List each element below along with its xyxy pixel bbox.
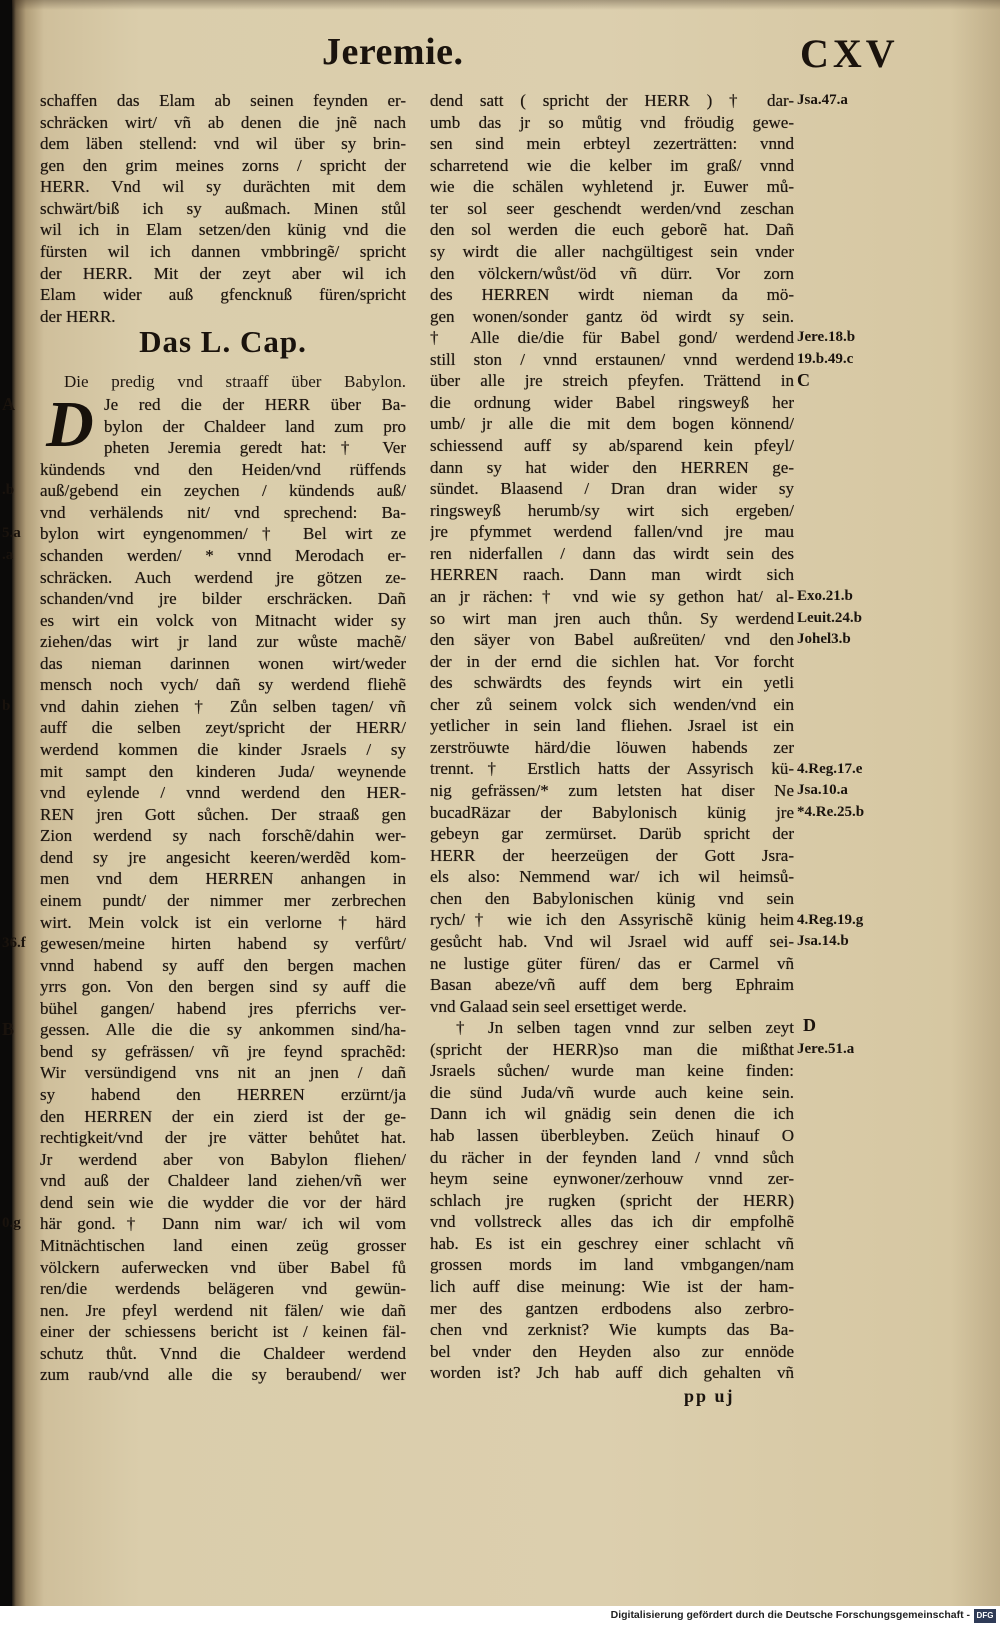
left-column-line: Mitnächtischen land einen zeüg grosser xyxy=(40,1235,406,1255)
right-column-line: chen den Babylonischen künig vnd sein xyxy=(430,888,794,908)
left-column-line: zum raub/vnd alle die sy beraubend/ wer xyxy=(40,1365,406,1385)
right-column-line: gebeyn gar zermürset. Darüb spricht der xyxy=(430,824,794,844)
right-column-line: Jsraels sůchen/ wurde man keine finden: xyxy=(430,1061,794,1081)
right-column-line: du rächer in der feynden land / vnnd sůch xyxy=(430,1147,794,1167)
left-column-line: völckern auferwecken vnd über Babel fů xyxy=(40,1257,406,1277)
left-column-line: einer der schiessens bericht ist / keinen fäl- xyxy=(40,1322,406,1342)
left-column-line: auff die selben zeyt/spricht der HERR/ xyxy=(40,718,406,738)
right-column-line: Dann ich wil gnädig sein denen die ich xyxy=(430,1104,794,1124)
right-column-line: gen wonen/sonder gantz öd wirdt sy sein. xyxy=(430,306,794,326)
right-column-line: grossen mords im land vmbgangen/nam xyxy=(430,1255,794,1275)
left-column-line: vnd verhälends nit/ vnd sprechend: Ba- xyxy=(40,502,406,522)
right-column-line: heym seine eynwoner/zerhouw vnnd zer- xyxy=(430,1169,794,1189)
right-column-line: schiessend auff sy ab/sparend kein pfeyl/ xyxy=(430,436,794,455)
left-column-line: mit sampt den kinderen Juda/ weynende xyxy=(40,761,406,781)
right-column-line: ne lustige güter füren/ das er Carmel vñ xyxy=(430,953,794,973)
margin-reference: Jere.51.a xyxy=(797,1041,855,1057)
right-column-line: hab. Es ist ein geschrey einer schlacht vñ xyxy=(430,1233,794,1253)
dfg-logo: DFG xyxy=(974,1609,996,1623)
right-column-line: über alle jre streich pfeyfen. Trättend in xyxy=(430,371,794,391)
left-column-line: Elam wider auß gfencknuß füren/spricht xyxy=(40,285,406,305)
right-column-line: † Alle die/die für Babel gond/ werdend xyxy=(430,328,794,348)
left-column-line: dend sein wie die wydder die vor der härd xyxy=(40,1192,406,1212)
left-column-line: den HERREN der ein zierd ist der ge- xyxy=(40,1106,406,1126)
left-column-line: wirt. Mein volck ist ein verlorne † härd xyxy=(40,912,406,932)
right-column-line: dann sy hat wider den HERREN ge- xyxy=(430,457,794,477)
right-column-line: des HERREN wirdt nieman da mö- xyxy=(430,285,794,305)
right-column-line: vnd vollstreck alles das ich dir empfolhẽ xyxy=(430,1212,794,1232)
margin-reference: Jsa.47.a xyxy=(797,92,848,108)
margin-reference: *4.Re.25.b xyxy=(797,804,865,820)
right-column-line: dend satt ( spricht der HERR ) † dar- xyxy=(430,91,794,110)
right-column-line: † Jn selben tagen vnnd zur selben zeyt xyxy=(456,1018,794,1038)
left-column-line: bend sy gefrässen/ vñ jre feynd sprachẽd: xyxy=(40,1041,406,1061)
folio-number: CXV xyxy=(800,31,899,76)
right-column-line: yetlicher in sein land fliehen. Jsrael ist ein xyxy=(430,716,794,736)
left-column-line: schanden werden/ * vnnd Merodach er- xyxy=(40,545,406,565)
right-column-line: ter sol seer geschendt werden/vnd zeschan xyxy=(430,198,794,218)
right-column-line: sy wirdt die aller nachgültigest sein vnder xyxy=(430,241,794,261)
margin-reference: Jere.18.b xyxy=(797,329,856,345)
left-column-line: vnd dahin ziehen † Zůn selben tagen/ vñ xyxy=(40,696,406,716)
right-column-line: mer des gantzen erdbodens also zerbro- xyxy=(430,1298,794,1318)
margin-section-letter: A xyxy=(2,394,15,414)
right-column-line: wie die schälen wyhletend jr. Euwer mů- xyxy=(430,177,794,197)
left-column-line: REN jren Gott sůchen. Der straaß gen xyxy=(40,804,406,824)
right-column-line: ringsweyß herumb/sy wirt sich ergeben/ xyxy=(430,500,794,520)
funding-notice: Digitalisierung gefördert durch die Deutsche Forschungsgemeinschaft - xyxy=(610,1609,970,1621)
margin-reference: Johel3.b xyxy=(797,631,851,647)
left-column-line: HERR. Vnd wil sy durächten mit dem xyxy=(40,177,406,197)
right-column-line: vnd Galaad sein seel ersettiget werde. xyxy=(430,996,687,1016)
right-column-line: HERREN raach. Dann man wirdt sich xyxy=(430,565,794,585)
left-column-line: bühel gangen/ habend jres pferrichs ver- xyxy=(40,998,406,1018)
right-column-line: nig gefrässen/* zum letsten hat diser Ne xyxy=(430,781,794,800)
left-column-line: fürsten wil ich dannen vmbbringẽ/ spricht xyxy=(40,241,406,261)
left-column-line: schutz thůt. Vnnd die Chaldeer werdend xyxy=(40,1343,406,1363)
margin-reference: Exo.21.b xyxy=(797,588,853,604)
left-column-line: auß/gebend ein zeychen / kündends auß/ xyxy=(40,481,406,501)
left-column-line: ren/die werdends belägeren vnd gewün- xyxy=(40,1279,406,1299)
drop-initial: D xyxy=(46,388,94,461)
left-column-line: mensch noch vych/ dañ sy werdend fliehẽ xyxy=(40,675,406,695)
left-column-line: kündends vnd den Heiden/vnd rüffends xyxy=(40,459,406,479)
margin-reference: 4.Reg.17.e xyxy=(797,761,863,777)
chapter-summary: Die predig vnd straaff über Babylon. xyxy=(64,372,406,391)
left-column-line: dend sy jre angesicht keeren/werdẽd kom- xyxy=(40,847,406,867)
running-title: Jeremie. xyxy=(322,31,464,73)
right-column-line: hab lassen überbleyben. Zeüch hinauf O xyxy=(430,1126,794,1145)
left-column-line: här gond.† Dann nim war/ ich wil vom xyxy=(40,1214,406,1234)
right-column-line: sen sind mein erbteyl zezerträtten: vnnd xyxy=(430,134,794,154)
left-column-line: rechtigkeit/vnd der jre vätter behůtet hat. xyxy=(40,1128,406,1148)
right-column-line: den sol werden die euch geborẽ hat. Dañ xyxy=(430,220,794,240)
left-column-line: sy habend den HERREN erzürnt/ja xyxy=(40,1085,406,1104)
signature-mark: pp uj xyxy=(684,1386,735,1406)
left-column-line: nen. Jre pfeyl werdend nit fälen/ wie dañ xyxy=(40,1300,406,1320)
right-column-line: an jr rächen:† vnd wie sy gethon hat/ al- xyxy=(430,586,794,606)
right-column-line: Basan abeze/vñ auff dem berg Ephraim xyxy=(430,975,794,995)
right-column-line: die sünd Juda/vñ wurde auch keine sein. xyxy=(430,1082,794,1102)
right-column-line: der in der ernd die sichlen hat. Vor forcht xyxy=(430,651,794,671)
left-column-line: einem pundt/ der nimmer mer zerbrechen xyxy=(40,890,406,910)
left-column-line: vnnd habend sy auff den bergen machen xyxy=(40,955,406,975)
left-column-line: vnd eylende / vnnd werdend den HER- xyxy=(40,783,406,803)
left-column-line: Zion werdend sy nach forschẽ/dahin wer- xyxy=(40,826,406,846)
right-column-line: die ordnung wider Babel ringsweyß her xyxy=(430,392,794,412)
left-column-line: wil ich in Elam setzen/den künig vnd die xyxy=(40,220,406,240)
left-column-line: schräcken. Auch werdend jre götzen ze- xyxy=(40,567,406,587)
right-column-line: gesůcht hab. Vnd wil Jsrael wid auff sei- xyxy=(430,931,794,951)
right-column-line: schlach jre rugken (spricht der HERR) xyxy=(430,1190,794,1210)
left-column-line: schräcken wirt/ vñ ab denen die jnẽ nach xyxy=(40,112,406,132)
right-column-line: zerströuwte härd/die löuwen habends zer xyxy=(430,737,794,757)
right-column-line: den säyer von Babel außreüten/ vnd den xyxy=(430,630,794,650)
right-column-line: so wirt man jren auch thůn. Sy werdend xyxy=(430,608,794,628)
left-column-line: bylon der Chaldeer land zum pro xyxy=(104,416,406,436)
right-column-line: des schwärdts des feynds wirt ein yetli xyxy=(430,673,794,693)
right-column-line: den völckern/wůst/öd vñ dürr. Vor zorn xyxy=(430,263,794,283)
margin-reference: Jsa.14.b xyxy=(797,933,849,949)
chapter-heading: Das L. Cap. xyxy=(139,324,307,359)
left-column-line: bylon wirt eyngenommen/† Bel wirt ze xyxy=(40,524,406,544)
margin-reference: .a xyxy=(2,547,14,563)
margin-reference: b xyxy=(2,698,11,714)
right-column-line: umb das jr so můtig vnd fröudig gewe- xyxy=(430,112,794,132)
left-column-line: ziehen/das wirt jr land zur wůste machẽ/ xyxy=(40,632,406,652)
left-column-line: Jr werdend aber von Babylon fliehen/ xyxy=(40,1149,406,1169)
right-column-line: HERR der heerzeügen der Gott Jsra- xyxy=(430,845,794,865)
left-column-line: gewesen/meine hirten habend sy verfůrt/ xyxy=(40,934,406,954)
right-column-line: scharretend wie die kelber im graß/ vnnd xyxy=(430,155,794,175)
right-column-line: lich auff dise meinung: Wie ist der ham- xyxy=(430,1276,794,1296)
right-column-line: bucadRäzar der Babylonisch künig jre xyxy=(430,802,794,822)
margin-reference: Jsa.10.a xyxy=(797,782,848,798)
left-column-line: schaffen das Elam ab seinen feynden er- xyxy=(40,91,406,110)
left-column-line: werdend kommen die kinder Jsraels / sy xyxy=(40,740,406,759)
right-column-line: trennt.† Erstlich hatts der Assyrisch kü- xyxy=(430,759,794,779)
left-column-line: schwärt/biß ich sy außmach. Minen stůl xyxy=(40,198,406,218)
margin-reference: 0.g xyxy=(2,1215,21,1231)
right-column-line: jre pfymmet werdend fallen/vnd jre mau xyxy=(430,522,794,542)
right-column-line: worden ist? Jch hab auff dich gehalten vñ xyxy=(430,1363,794,1383)
margin-section-letter: B xyxy=(2,1019,15,1039)
right-column-line: chen vnd zerknist? Wie kumpts das Ba- xyxy=(430,1320,794,1340)
left-column-line: gen den grim meines zorns / spricht der xyxy=(40,155,406,175)
left-column-line: das nieman darinnen wonen wirt/weder xyxy=(40,653,406,673)
right-column-line: umb/ jr alle die mit dem bogen könnend/ xyxy=(430,414,794,434)
right-column-line: els also: Nemmend war/ ich wil heimsů- xyxy=(430,867,794,887)
margin-reference: Leuit.24.b xyxy=(797,610,863,626)
left-column-line: es wirt ein volck von Mitnacht wider sy xyxy=(40,610,406,630)
left-column-line: vnd auß der Chaldeer land ziehen/vñ wer xyxy=(40,1171,406,1191)
margin-reference: 19.b.49.c xyxy=(797,351,854,367)
margin-section-letter: C xyxy=(797,370,810,390)
right-column-line: (spricht der HERR)so man die mißthat xyxy=(430,1039,794,1059)
right-column-line: ren niderfallen / dann das wirdt sein des xyxy=(430,543,794,563)
margin-reference: .b xyxy=(2,482,15,498)
left-column-line: Wir versündigend vns nit an jnen / dañ xyxy=(40,1063,406,1083)
left-column-line: dem läben stellend: vnd wil über sy brin- xyxy=(40,134,406,154)
margin-reference: 36.f xyxy=(2,935,26,951)
right-column-line: cher zů seinem volck sich wenden/vnd ein xyxy=(430,694,794,714)
right-column-line: rych/† wie ich den Assyrischẽ künig heim xyxy=(430,910,794,930)
right-column-line: still ston / vnnd erstaunen/ vnnd werdend xyxy=(430,349,794,369)
margin-reference: 5.a xyxy=(2,525,21,541)
left-column-line: Je red die der HERR über Ba- xyxy=(104,395,406,414)
left-column-line: pheten Jeremia geredt hat:† Ver xyxy=(104,438,406,458)
digitization-footer xyxy=(0,1606,1000,1627)
left-column-line: der HERR. Mit der zeyt aber wil ich xyxy=(40,263,406,283)
left-column-line: schanden/vnd jre bilder erschräcken. Dañ xyxy=(40,589,406,609)
right-column-line: bel vnder den Heyden also zur ennöde xyxy=(430,1341,794,1361)
margin-section-letter: D xyxy=(803,1015,816,1035)
left-column-opening-text xyxy=(40,90,406,327)
left-column-line: gessen. Alle die die sy ankommen sind/ha- xyxy=(40,1020,406,1040)
left-column-line: yrrs gon. Von den bergen sind sy auff die xyxy=(40,977,406,997)
right-column-text xyxy=(430,90,794,1384)
right-column-line: sündet. Blaasend / Dran dran wider sy xyxy=(430,479,794,499)
left-column-line: men vnd dem HERREN anhangen in xyxy=(40,869,406,889)
left-column-body-text xyxy=(40,388,406,1386)
margin-reference: 4.Reg.19.g xyxy=(797,912,864,928)
left-column-line: der HERR. xyxy=(40,306,116,326)
